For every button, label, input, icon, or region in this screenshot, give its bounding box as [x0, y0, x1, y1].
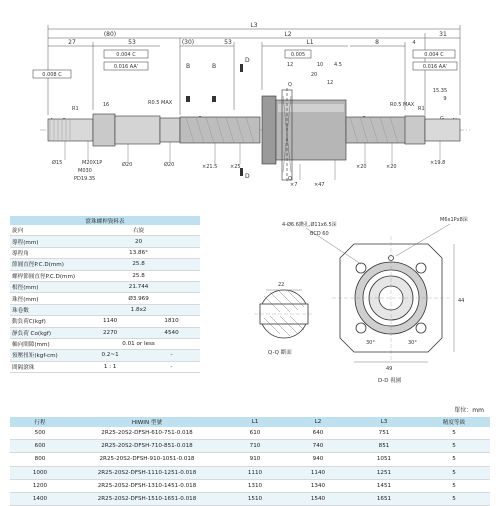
- model-cell: 640: [286, 427, 350, 440]
- spec-row: [10, 236, 200, 247]
- spec-value: -: [143, 361, 200, 372]
- dim-30: (30): [181, 39, 195, 46]
- dia-25: ×25: [230, 164, 241, 170]
- spec-label: 珠徑(mm): [10, 293, 77, 304]
- model-col-header: L2: [286, 417, 350, 427]
- dim-l1: L1: [306, 39, 314, 46]
- model-cell: 1400: [10, 492, 70, 505]
- dia-pd: PD19.35: [74, 176, 96, 182]
- model-cell: 800: [10, 453, 70, 466]
- table-row: [10, 492, 490, 505]
- model-cell: 500: [10, 427, 70, 440]
- spec-label: 根徑(mm): [10, 281, 77, 292]
- dia-20d: ×20: [386, 164, 397, 170]
- dia-21-5: ×21.5: [202, 164, 218, 170]
- dd-holes-note: 4-Ø6.6鑽孔,Ø11x6.5深: [282, 222, 337, 228]
- model-cell: 5: [418, 466, 490, 479]
- model-cell: 751: [350, 427, 418, 440]
- model-cell: 940: [286, 453, 350, 466]
- model-cell: 1651: [350, 492, 418, 505]
- spec-row: [10, 304, 200, 315]
- qq-section-label: Q-Q 斷面: [268, 350, 292, 356]
- spec-row: [10, 247, 200, 258]
- model-cell: 851: [350, 440, 418, 453]
- spec-value: 2270: [77, 327, 143, 338]
- spec-value: 1 : 1: [77, 361, 143, 372]
- model-cell: 1540: [286, 492, 350, 505]
- dim-15-35: 15.35: [432, 88, 448, 94]
- ball-screw-spec-table: [10, 216, 200, 373]
- spec-value: 21.744: [77, 281, 200, 292]
- dd-view-label: D-D 視圖: [378, 378, 402, 384]
- model-cell: 710: [224, 440, 286, 453]
- label-r05-right: R0.5 MAX: [390, 102, 415, 108]
- model-cell: 5: [418, 479, 490, 492]
- spec-value: 1140: [77, 316, 143, 327]
- spec-value: 右旋: [77, 225, 200, 236]
- table-row: [10, 466, 490, 479]
- spec-value: 0.01 or less: [77, 338, 200, 349]
- tol-runout-0016: 0.016 AA': [113, 64, 139, 70]
- spec-label: 預壓扭矩(kgf-cm): [10, 350, 77, 361]
- spec-label: 節圓直徑P.C.D(mm): [10, 259, 77, 270]
- spec-value: 25.8: [77, 270, 200, 281]
- dd-tap-note: M6x1Px8深: [440, 217, 468, 223]
- dim-8: 8: [375, 39, 379, 46]
- model-cell: 5: [418, 492, 490, 505]
- spec-label: 珠卷數: [10, 304, 77, 315]
- model-cell: 1310: [224, 479, 286, 492]
- model-cell: 1140: [286, 466, 350, 479]
- dim-31: 31: [439, 31, 447, 38]
- model-cell: 2R25-20S2-DFSH-1110-1251-0.018: [70, 466, 224, 479]
- spec-value: 0.2~1: [77, 350, 143, 361]
- label-d-top: D: [245, 57, 250, 64]
- spec-row: [10, 225, 200, 236]
- spec-label: 間隔滾珠: [10, 361, 77, 372]
- dim-10: 10: [316, 62, 324, 68]
- dim-80: (80): [103, 31, 117, 38]
- dd-dim-30b: 30°: [408, 340, 417, 346]
- model-cell: 740: [286, 440, 350, 453]
- model-col-header: HIWIN 型號: [70, 417, 224, 427]
- dim-12b: 12: [326, 80, 334, 86]
- spec-value: Ø3.969: [77, 293, 200, 304]
- dia-47: ×47: [314, 182, 325, 188]
- model-col-header: 精度等級: [418, 417, 490, 427]
- spec-row: [10, 338, 200, 349]
- model-cell: 2R25-20S2-DFSH-710-851-0.018: [70, 440, 224, 453]
- spec-row: [10, 350, 200, 361]
- dim-16: 16: [102, 102, 110, 108]
- model-cell: 2R25-20S2-DFSH-1510-1651-0.018: [70, 492, 224, 505]
- dia-7: ×7: [290, 182, 298, 188]
- qq-dim-22: 22: [278, 282, 285, 288]
- dim-53: 53: [128, 39, 136, 46]
- unit-label: 單位：mm: [454, 407, 484, 414]
- label-q-bot: Q: [288, 176, 292, 182]
- model-cell: 1110: [224, 466, 286, 479]
- table-row: [10, 427, 490, 440]
- model-cell: 910: [224, 453, 286, 466]
- spec-value: 4540: [143, 327, 200, 338]
- dim-l2: L2: [284, 31, 292, 38]
- spec-table-header: 滾珠螺桿資料表: [10, 216, 200, 225]
- table-row: [10, 440, 490, 453]
- model-cell: 1051: [350, 453, 418, 466]
- dia-20a: Ø20: [122, 162, 133, 168]
- label-b-right: B: [212, 63, 217, 70]
- model-cell: 5: [418, 440, 490, 453]
- dd-bcd: BCD 60: [310, 231, 329, 237]
- dd-dim-49: 49: [386, 366, 393, 372]
- model-cell: 5: [418, 427, 490, 440]
- spec-row: [10, 259, 200, 270]
- spec-label: 旋向: [10, 225, 77, 236]
- section-views: [206, 214, 500, 384]
- spec-value: 20: [77, 236, 200, 247]
- spec-row: [10, 281, 200, 292]
- dd-dim-44: 44: [458, 298, 465, 304]
- label-r1-right: R1: [418, 106, 425, 112]
- tol-perp-0004b: 0.004 C: [424, 52, 444, 58]
- model-table: [10, 417, 490, 506]
- model-cell: 2R25-20S2-DFSH-610-751-0.018: [70, 427, 224, 440]
- dia-19-8: ×19.8: [430, 160, 446, 166]
- spec-row: [10, 327, 200, 338]
- spec-row: [10, 270, 200, 281]
- dim-27: 27: [68, 39, 76, 46]
- dim-4-5: 4.5: [334, 62, 342, 68]
- model-cell: 600: [10, 440, 70, 453]
- model-cell: 2R25-20S2-DFSH-910-1051-0.018: [70, 453, 224, 466]
- spec-value: 1.8x2: [77, 304, 200, 315]
- spec-row: [10, 293, 200, 304]
- spec-value: 25.8: [77, 259, 200, 270]
- model-cell: 2R25-20S2-DFSH-1310-1451-0.018: [70, 479, 224, 492]
- spec-label: 動負荷C(kgf): [10, 316, 77, 327]
- model-col-header: 行程: [10, 417, 70, 427]
- tol-perp-0004: 0.004 C: [116, 52, 136, 58]
- label-r1-left: R1: [72, 106, 79, 112]
- model-cell: 1200: [10, 479, 70, 492]
- model-cell: 1000: [10, 466, 70, 479]
- dim-20: 20: [310, 72, 318, 78]
- label-b-left: B: [186, 63, 191, 70]
- dim-53b: 53: [224, 39, 232, 46]
- ball-screw-drawing: [0, 0, 500, 200]
- spec-label: 軸向間隙(mm): [10, 338, 77, 349]
- dim-4: 4: [412, 40, 416, 46]
- label-d-bot: D: [245, 173, 250, 180]
- dd-dim-30a: 30°: [366, 340, 375, 346]
- dim-9: 9: [443, 96, 447, 102]
- model-cell: 1340: [286, 479, 350, 492]
- spec-row: [10, 316, 200, 327]
- dia-m030: M030: [78, 168, 92, 174]
- label-q-top: Q: [288, 82, 292, 88]
- spec-label: 螺桿節圓直徑P.C.D(mm): [10, 270, 77, 281]
- model-cell: 1451: [350, 479, 418, 492]
- model-cell: 1251: [350, 466, 418, 479]
- spec-value: 13.86°: [77, 247, 200, 258]
- qq-section: [254, 290, 314, 338]
- dim-12: 12: [286, 62, 294, 68]
- spec-row: [10, 361, 200, 372]
- dim-l3: L3: [250, 22, 258, 29]
- dia-m20: M20X1P: [82, 160, 103, 166]
- tol-flat-0005: 0.005: [290, 52, 306, 58]
- spec-label: 導程角: [10, 247, 77, 258]
- model-col-header: L1: [224, 417, 286, 427]
- dia-15: Ø15: [52, 160, 63, 166]
- tol-runout-0016b: 0.016 AA': [422, 64, 448, 70]
- model-col-header: L3: [350, 417, 418, 427]
- model-cell: 5: [418, 453, 490, 466]
- model-cell: 1510: [224, 492, 286, 505]
- dia-20c: ×20: [356, 164, 367, 170]
- spec-value: -: [143, 350, 200, 361]
- table-row: [10, 479, 490, 492]
- spec-label: 靜負荷 Co(kgf): [10, 327, 77, 338]
- tol-runout-0008: 0.008 C: [42, 72, 62, 78]
- model-cell: 610: [224, 427, 286, 440]
- label-r05-left: R0.5 MAX: [148, 100, 173, 106]
- table-row: [10, 453, 490, 466]
- dia-20b: Ø20: [164, 162, 175, 168]
- spec-label: 導程(mm): [10, 236, 77, 247]
- spec-value: 1810: [143, 316, 200, 327]
